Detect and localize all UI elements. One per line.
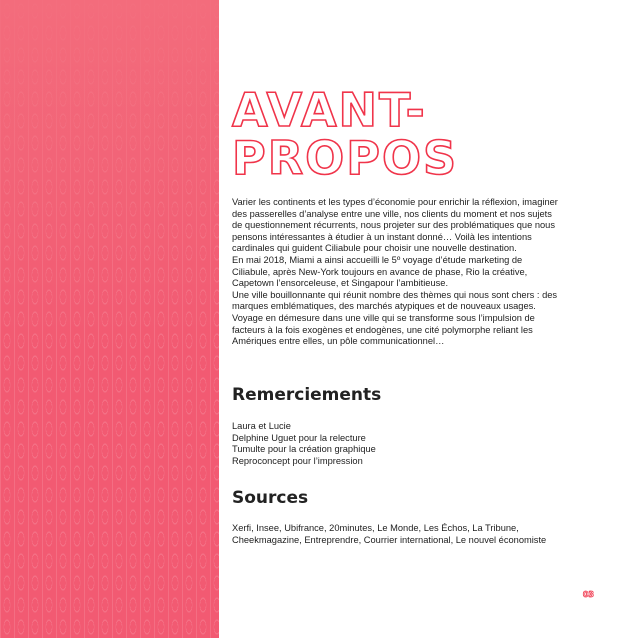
- list-item: Tumulte pour la création graphique: [232, 444, 376, 455]
- intro-text: [232, 197, 562, 348]
- sources-heading: Sources: [232, 488, 309, 508]
- list-item: Delphine Uguet pour la relecture: [232, 432, 366, 443]
- list-item: Reproconcept pour l’impression: [232, 455, 363, 466]
- intro-paragraph: En mai 2018, Miami a ainsi accueilli le 5º voyage d’étude marketing de Ciliabule, après New-York toujours en avance de phase, Rio la créative, Capetown l’ensorceleuse, et Singapour l’ambitieuse.: [232, 254, 528, 289]
- list-item: Laura et Lucie: [232, 421, 291, 431]
- intro-paragraph: Une ville bouillonnante qui réunit nombre des thèmes qui nous sont chers : des marques emblématiques, des marchés atypiques et de nouveaux usages. Voyage en démesure dans une ville qui se transforme sous l’impulsion de facteurs à la fois exogènes et endogènes, une cité polymorphe reliant les Amériques entre elles, un pôle communicationnel…: [232, 289, 558, 347]
- intro-paragraph: Varier les continents et les types d’économie pour enrichir la réflexion, imaginer des passerelles d’analyse entre une ville, nos clients du moment et nos sujets de questionnement récurrents, nous projeter sur des problématiques que nous pensons intéressantes à étudier à un instant donné… Voilà les intentions cardinales qui guident Ciliabule pour choisir une nouvelle destination.: [232, 197, 558, 254]
- thanks-heading: Remerciements: [232, 385, 382, 405]
- title-line-2: PROPOS: [232, 131, 459, 185]
- thanks-list: [232, 421, 376, 467]
- page-title: [232, 83, 459, 185]
- title-line-1: AVANT-: [232, 83, 427, 137]
- content-column: [219, 0, 638, 638]
- page-number: 03: [582, 590, 594, 599]
- sources-text: Xerfi, Insee, Ubifrance, 20minutes, Le Monde, Les Échos, La Tribune, Cheekmagazine, Entreprendre, Courrier international, Le nouvel économiste: [232, 523, 547, 545]
- decorative-pattern-panel: [0, 0, 219, 638]
